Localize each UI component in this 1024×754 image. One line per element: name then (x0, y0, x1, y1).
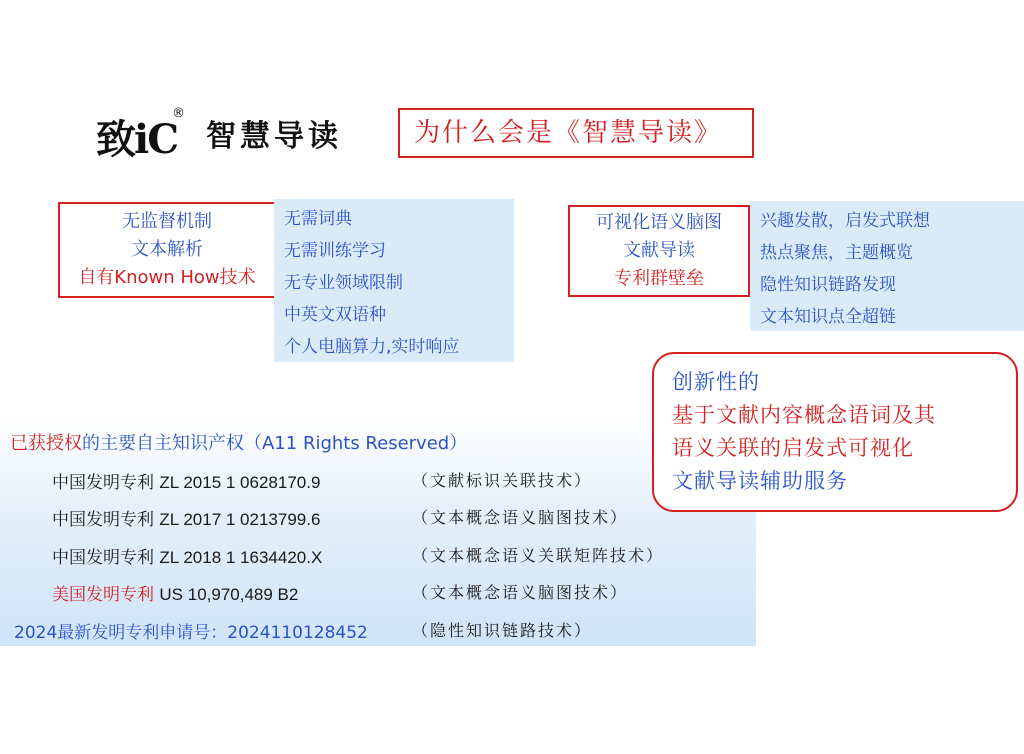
patent-row (52, 580, 298, 605)
feature-list-left (274, 199, 514, 362)
feature-box-right (568, 205, 750, 297)
feature-list-right (750, 201, 1024, 331)
patent-note: （文本概念语义关联矩阵技术） (412, 546, 665, 565)
callout-line-2: 基于文献内容概念语词及其 (672, 403, 936, 427)
patent-number: ZL 2018 1 1634420.X (159, 548, 323, 567)
patent-row (52, 468, 320, 493)
innovation-callout (652, 352, 1018, 512)
patent-label: 美国发明专利 (52, 585, 154, 605)
patents-heading-blue: 的主要自主知识产权（A11 Rights Reserved） (82, 433, 468, 454)
patent-application-note: （隐性知识链路技术） (412, 621, 593, 640)
patent-label: 中国发明专利 (52, 510, 154, 530)
feature-right-line-2: 文献导读 (623, 240, 695, 261)
feature-left-line-2: 文本解析 (131, 239, 203, 260)
patent-label: 中国发明专利 (52, 473, 154, 493)
patent-number: ZL 2017 1 0213799.6 (159, 510, 321, 529)
logo-mark: 致iC (96, 116, 178, 163)
feature-box-left (58, 202, 276, 298)
patents-heading (10, 429, 467, 455)
feature-right-line-3: 专利群壁垒 (614, 268, 704, 289)
list-item: 无需词典 (284, 209, 352, 229)
list-item: 热点聚焦，主题概览 (760, 243, 913, 263)
patent-label: 中国发明专利 (52, 548, 154, 568)
callout-line-1: 创新性的 (672, 370, 760, 394)
patents-heading-red: 已获授权 (10, 433, 82, 454)
logo (96, 106, 185, 163)
registered-mark: ® (172, 106, 185, 121)
list-item: 中英文双语种 (284, 305, 386, 325)
patent-application: 2024最新发明专利申请号：2024110128452 (14, 623, 368, 643)
feature-left-line-1: 无监督机制 (122, 211, 212, 232)
patent-row (52, 543, 322, 568)
product-title: 智慧导读 (206, 119, 342, 154)
callout-line-4: 文献导读辅助服务 (672, 469, 848, 493)
list-item: 兴趣发散，启发式联想 (760, 211, 930, 231)
callout-line-3: 语义关联的启发式可视化 (672, 436, 914, 460)
patent-row (52, 505, 320, 530)
list-item: 无需训练学习 (284, 241, 386, 261)
list-item: 个人电脑算力,实时响应 (284, 337, 460, 357)
patent-number: ZL 2015 1 0628170.9 (159, 473, 321, 492)
patent-note: （文本概念语义脑图技术） (412, 508, 629, 527)
list-item: 无专业领域限制 (284, 273, 403, 293)
patent-number: US 10,970,489 B2 (159, 585, 299, 604)
patent-note: （文献标识关联技术） (412, 471, 593, 490)
list-item: 隐性知识链路发现 (760, 275, 896, 295)
headline: 为什么会是《智慧导读》 (398, 108, 754, 158)
feature-right-line-1: 可视化语义脑图 (596, 212, 722, 233)
feature-left-line-3: 自有Known How技术 (78, 267, 256, 288)
list-item: 文本知识点全超链 (760, 307, 896, 327)
patent-note: （文本概念语义脑图技术） (412, 583, 629, 602)
